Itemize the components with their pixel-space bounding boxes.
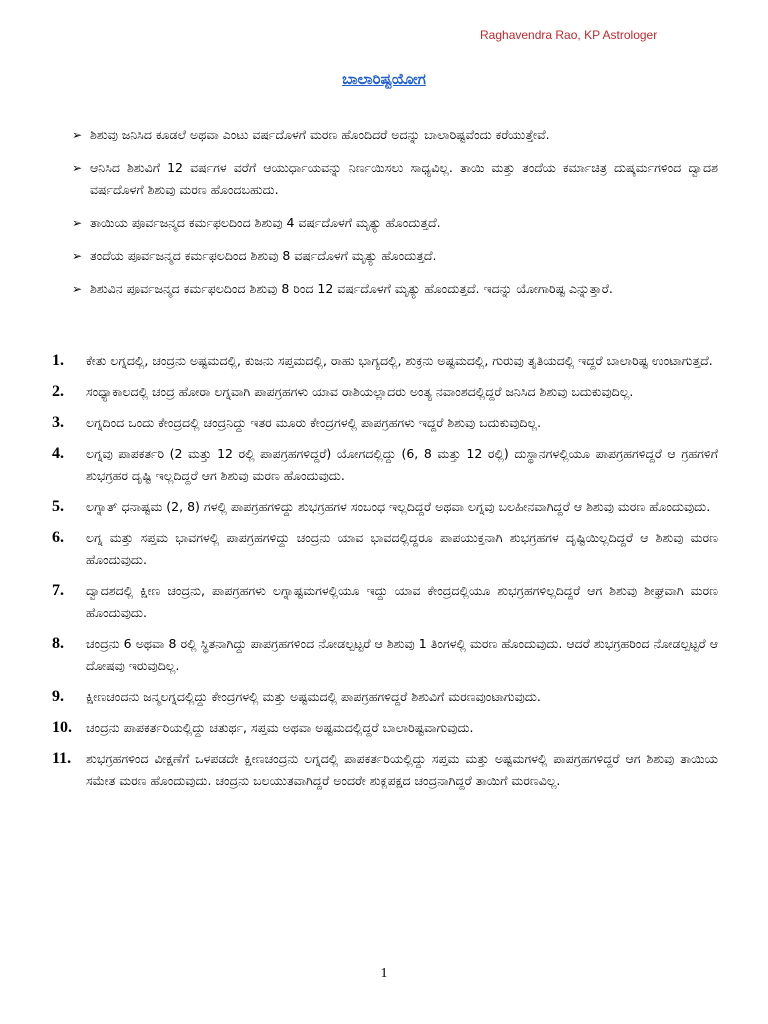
item-number: 4. xyxy=(52,445,64,462)
author-header: Raghavendra Rao, KP Astrologer xyxy=(480,28,658,42)
item-number: 3. xyxy=(52,414,64,431)
item-number: 9. xyxy=(52,688,64,705)
bullet-text: ತಂದೆಯ ಪೂರ್ವಜನ್ಮದ ಕರ್ಮಫಲದಿಂದ ಶಿಶುವು 8 ವರ್ಷದೊಳಗೆ ಮೃತ್ಯು ಹೊಂದುತ್ತದೆ. xyxy=(90,248,437,263)
document-title: ಬಾಲಾರಿಷ್ಟಯೋಗ xyxy=(342,70,426,88)
item-number: 1. xyxy=(52,352,64,369)
bullet-item xyxy=(72,212,718,234)
numbered-item xyxy=(52,633,718,677)
numbered-item xyxy=(52,717,718,739)
arrow-bullet-icon: ➢ xyxy=(72,282,83,296)
item-number: 6. xyxy=(52,529,64,546)
bullet-text: ಆನಿಸಿದ ಶಿಶುವಿಗೆ 12 ವರ್ಷಗಳ ವರೆಗೆ ಆಯುರ್ಧಾಯವನ್ನು ನಿರ್ಣಯಿಸಲು ಸಾಧ್ಯವಿಲ್ಲ. ತಾಯಿ ಮತ್ತು ತಂದೆಯ ಕರ್ಮಾಚಿತ್ರ ದುಷ್ಕರ್ಮಗಳಿಂದ ದ್ವಾದಶ ವರ್ಷದೊಳಗೆ ಶಿಶುವು ಮರಣ ಹೊಂದಬಹುದು. xyxy=(90,160,718,197)
arrow-bullet-icon: ➢ xyxy=(72,161,83,175)
bullet-text: ತಾಯಿಯ ಪೂರ್ವಜನ್ಮದ ಕರ್ಮಫಲದಿಂದ ಶಿಶುವು 4 ವರ್ಷದೊಳಗೆ ಮೃತ್ಯು ಹೊಂದುತ್ತದೆ. xyxy=(90,215,441,230)
numbered-item xyxy=(52,527,718,571)
item-number: 2. xyxy=(52,383,64,400)
bullet-item xyxy=(72,124,718,146)
page-number: 1 xyxy=(380,966,388,981)
bullet-text: ಶಿಶುವು ಜನಿಸಿದ ಕೂಡಲೆ ಅಥವಾ ಎಂಟು ವರ್ಷದೊಳಗೆ ಮರಣ ಹೊಂದಿದರೆ ಅದನ್ನು ಬಾಲಾರಿಷ್ಟವೆಂದು ಕರೆಯುತ್ತೇವೆ. xyxy=(90,127,550,142)
bullet-text: ಶಿಶುವಿನ ಪೂರ್ವಜನ್ಮದ ಕರ್ಮಫಲದಿಂದ ಶಿಶುವು 8 ರಿಂದ 12 ವರ್ಷದೊಳಗೆ ಮೃತ್ಯು ಹೊಂದುತ್ತದೆ. ಇದನ್ನು ಯೋಗಾರಿಷ್ಟ ಎನ್ನುತ್ತಾರೆ. xyxy=(90,281,613,296)
item-number: 5. xyxy=(52,498,64,515)
item-number: 11. xyxy=(52,750,72,767)
item-text: ಲಗ್ನಾತ್ ಧನಾಷ್ಟಮ (2, 8) ಗಳಲ್ಲಿ ಪಾಪಗ್ರಹಗಳಿದ್ದು ಶುಭಗ್ರಹಗಳ ಸಂಬಂಧ ಇಲ್ಲದಿದ್ದರೆ ಅಥವಾ ಲಗ್ನವು ಬಲಹೀನವಾಗಿದ್ದರೆ ಆ ಶಿಶುವು ಮರಣ ಹೊಂದುವುದು. xyxy=(86,499,711,514)
arrow-bullet-icon: ➢ xyxy=(72,216,83,230)
arrow-bullet-icon: ➢ xyxy=(72,128,83,142)
item-text: ಸಂಧ್ಯಾಕಾಲದಲ್ಲಿ ಚಂದ್ರ ಹೋರಾ ಲಗ್ನವಾಗಿ ಪಾಪಗ್ರಹಗಳು ಯಾವ ರಾಶಿಯಲ್ಲಾದರು ಅಂತ್ಯ ನವಾಂಶದಲ್ಲಿದ್ದರೆ ಜನಿಸಿದ ಶಿಶುವು ಬದುಕುವುದಿಲ್ಲ. xyxy=(86,384,634,399)
arrow-bullet-icon: ➢ xyxy=(72,249,83,263)
bullet-item xyxy=(72,278,718,300)
item-text: ಶುಭಗ್ರಹಗಳಿಂದ ವೀಕ್ಷಣೆಗೆ ಒಳಪಡದೇ ಕ್ಷೀಣಚಂದ್ರನು ಲಗ್ನದಲ್ಲಿ ಪಾಪಕರ್ತರಿಯಲ್ಲಿದ್ದು ಸಪ್ತಮ ಮತ್ತು ಅಷ್ಟಮಗಳಲ್ಲಿ ಪಾಪಗ್ರಹಗಳಿದ್ದರೆ ಆಗ ಶಿಶುವು ತಾಯಿಯ ಸಮೇತ ಮರಣ ಹೊಂದುವುದು. ಚಂದ್ರನು ಬಲಯುತವಾಗಿದ್ದರೆ ಅಂದರೇ ಶುಕ್ಲಪಕ್ಷದ ಚಂದ್ರನಾಗಿದ್ದರೆ ತಾಯಿಗೆ ಮರಣವಿಲ್ಲ. xyxy=(86,751,718,788)
item-text: ಲಗ್ನದಿಂದ ಒಂದು ಕೇಂದ್ರದಲ್ಲಿ ಚಂದ್ರನಿದ್ದು ಇತರ ಮೂರು ಕೇಂದ್ರಗಳಲ್ಲಿ ಪಾಪಗ್ರಹಗಳು ಇದ್ದರೆ ಶಿಶುವು ಬದುಕುವುದಿಲ್ಲ. xyxy=(86,415,542,430)
numbered-item xyxy=(52,748,718,792)
bullet-list xyxy=(72,124,718,311)
item-number: 8. xyxy=(52,635,64,652)
item-text: ಕೇತು ಲಗ್ನದಲ್ಲಿ, ಚಂದ್ರನು ಅಷ್ಟಮದಲ್ಲಿ, ಕುಜನು ಸಪ್ತಮದಲ್ಲಿ, ರಾಹು ಭಾಗ್ಯದಲ್ಲಿ, ಶುಕ್ರನು ಅಷ್ಟಮದಲ್ಲಿ, ಗುರುವು ತೃತಿಯದಲ್ಲಿ ಇದ್ದರೆ ಬಾಲಾರಿಷ್ಟ ಉಂಟಾಗುತ್ತದೆ. xyxy=(86,353,713,368)
numbered-item xyxy=(52,580,718,624)
numbered-item xyxy=(52,381,718,403)
numbered-list xyxy=(52,350,718,801)
bullet-item xyxy=(72,157,718,201)
item-number: 7. xyxy=(52,582,64,599)
item-text: ದ್ವಾದಶದಲ್ಲಿ ಕ್ಷೀಣ ಚಂದ್ರನು, ಪಾಪಗ್ರಹಗಳು ಲಗ್ನಾಷ್ಟಮಗಳಲ್ಲಿಯೂ ಇದ್ದು ಯಾವ ಕೇಂದ್ರದಲ್ಲಿಯೂ ಶುಭಗ್ರಹಗಳಿಲ್ಲದಿದ್ದರೆ ಆಗ ಶಿಶುವು ಶೀಘ್ರವಾಗಿ ಮರಣ ಹೊಂದುವುದು. xyxy=(86,583,718,620)
item-text: ಲಗ್ನವು ಪಾಪಕರ್ತರಿ (2 ಮತ್ತು 12 ರಲ್ಲಿ ಪಾಪಗ್ರಹಗಳಿದ್ದರೆ) ಯೋಗದಲ್ಲಿದ್ದು (6, 8 ಮತ್ತು 12 ರಲ್ಲಿ) ದುಸ್ಥಾನಗಳಲ್ಲಿಯೂ ಪಾಪಗ್ರಹಗಳಿದ್ದರೆ ಆ ಗ್ರಹಗಳಿಗೆ ಶುಭಗ್ರಹರ ದೃಷ್ಟಿ ಇಲ್ಲದಿದ್ದರೆ ಆಗ ಶಿಶುವು ಮರಣ ಹೊಂದುವುದು. xyxy=(86,446,718,483)
numbered-item xyxy=(52,412,718,434)
numbered-item xyxy=(52,443,718,487)
item-text: ಲಗ್ನ ಮತ್ತು ಸಪ್ತಮ ಭಾವಗಳಲ್ಲಿ ಪಾಪಗ್ರಹಗಳಿದ್ದು ಚಂದ್ರನು ಯಾವ ಭಾವದಲ್ಲಿದ್ದರೂ ಪಾಪಯುಕ್ತನಾಗಿ ಶುಭಗ್ರಹಗಳ ದೃಷ್ಟಿಯಿಲ್ಲದಿದ್ದರೆ ಆ ಶಿಶುವು ಮರಣ ಹೊಂದುವುದು. xyxy=(86,530,718,567)
item-text: ಕ್ಷೀಣಚಂದನು ಜನ್ಮಲಗ್ನದಲ್ಲಿದ್ದು ಕೇಂದ್ರಗಳಲ್ಲಿ ಮತ್ತು ಅಷ್ಟಮದಲ್ಲಿ ಪಾಪಗ್ರಹಗಳಿದ್ದರೆ ಶಿಶುವಿಗೆ ಮರಣವುಂಟಾಗುವುದು. xyxy=(86,689,541,704)
numbered-item xyxy=(52,686,718,708)
item-text: ಚಂದ್ರನು ಪಾಪಕರ್ತರಿಯಲ್ಲಿದ್ದು ಚತುರ್ಥ, ಸಪ್ತಮ ಅಥವಾ ಅಷ್ಟಮದಲ್ಲಿದ್ದರೆ ಬಾಲಾರಿಷ್ಟವಾಗುವುದು. xyxy=(86,720,474,735)
item-text: ಚಂದ್ರನು 6 ಅಥವಾ 8 ರಲ್ಲಿ ಸ್ಥಿತನಾಗಿದ್ದು ಪಾಪಗ್ರಹಗಳಿಂದ ನೋಡಲ್ಪಟ್ಟರೆ ಆ ಶಿಶುವು 1 ತಿಂಗಳಲ್ಲಿ ಮರಣ ಹೊಂದುವುದು. ಆದರೆ ಶುಭಗ್ರಹರಿಂದ ನೋಡಲ್ಪಟ್ಟರೆ ಆ ದೋಷವು ಇರುವುದಿಲ್ಲ. xyxy=(86,636,718,673)
numbered-item xyxy=(52,350,718,372)
item-number: 10. xyxy=(52,719,72,736)
bullet-item xyxy=(72,245,718,267)
numbered-item xyxy=(52,496,718,518)
